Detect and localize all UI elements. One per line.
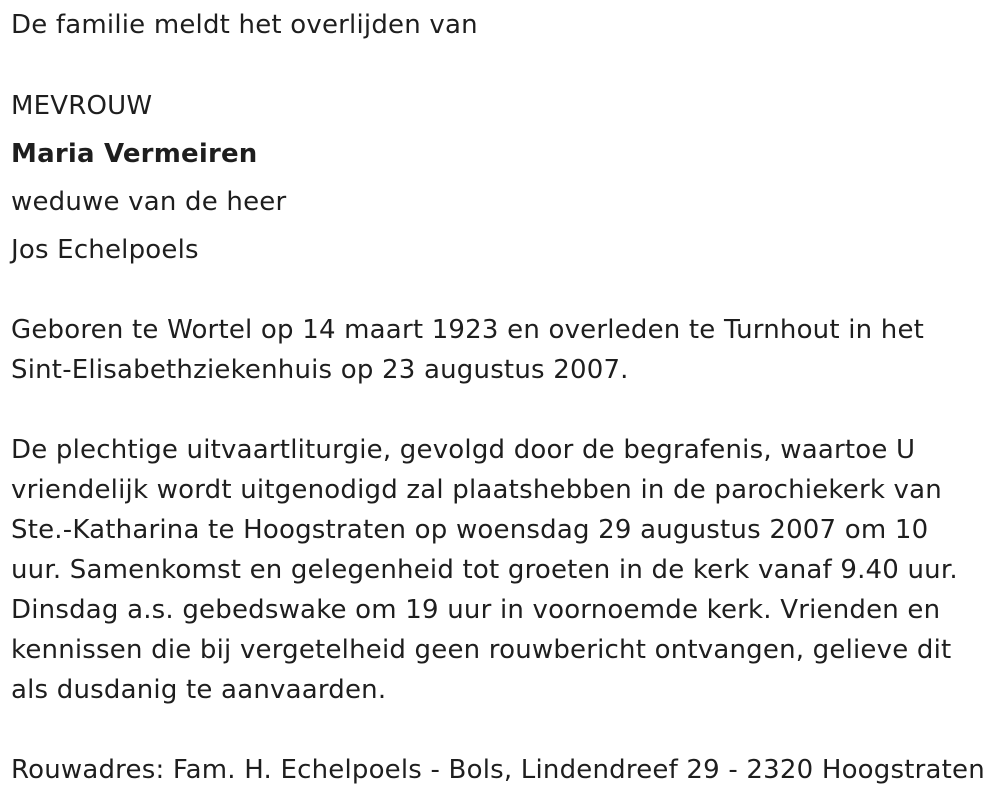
paragraph-line: Sint-Elisabethziekenhuis op 23 augustus 2007.: [11, 355, 629, 385]
paragraph-line: Ste.-Katharina te Hoogstraten op woensdag 29 augustus 2007 om 10: [11, 515, 929, 545]
spouse-name: Jos Echelpoels: [11, 235, 199, 265]
paragraph-line: vriendelijk wordt uitgenodigd zal plaatshebben in de parochiekerk van: [11, 475, 942, 505]
paragraph-line: kennissen die bij vergetelheid geen rouwbericht ontvangen, gelieve dit: [11, 635, 952, 665]
paragraph-line: De plechtige uitvaartliturgie, gevolgd door de begrafenis, waartoe U: [11, 435, 916, 465]
funeral-paragraph: [11, 430, 996, 710]
paragraph-line: Dinsdag a.s. gebedswake om 19 uur in voornoemde kerk. Vrienden en: [11, 595, 941, 625]
deceased-name: Maria Vermeiren: [11, 139, 258, 169]
relation-text: weduwe van de heer: [11, 187, 287, 217]
birth-death-paragraph: [11, 310, 996, 390]
paragraph-line: als dusdanig te aanvaarden.: [11, 675, 387, 705]
mourning-address: Rouwadres: Fam. H. Echelpoels - Bols, Lindendreef 29 - 2320 Hoogstraten: [11, 755, 985, 785]
paragraph-line: Geboren te Wortel op 14 maart 1923 en overleden te Turnhout in het: [11, 315, 925, 345]
salutation: MEVROUW: [11, 91, 153, 121]
intro-text: De familie meldt het overlijden van: [11, 10, 478, 40]
paragraph-line: uur. Samenkomst en gelegenheid tot groeten in de kerk vanaf 9.40 uur.: [11, 555, 958, 585]
